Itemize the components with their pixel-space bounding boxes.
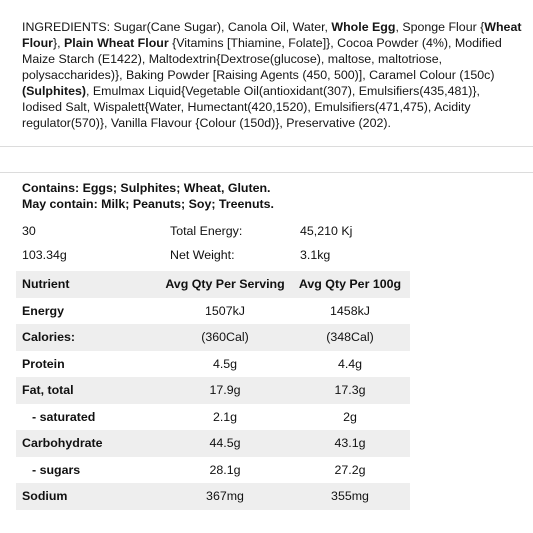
nutrition-row [16,457,410,484]
nutrient-name: Sodium [16,483,160,510]
per-100g-value: 17.3g [290,377,410,404]
per-100g-value: 1458kJ [330,303,370,318]
may-contain-statement: May contain: Milk; Peanuts; Soy; Treenuts. [22,197,274,211]
per-serving-value: 4.5g [212,356,238,371]
contains-statement: Contains: Eggs; Sulphites; Wheat, Gluten. [22,181,271,195]
nutrient-name: Energy [22,303,65,318]
header-per-100g: Avg Qty Per 100g [290,271,410,298]
nutrition-row [16,404,410,431]
servings-value: 30 [22,224,36,238]
per-serving-value: 1507kJ [205,303,245,318]
ingredient-text-run: , Emulmax Liquid{Vegetable Oil(antioxidant(307), Emulsifiers(435,481)}, Iodised Salt, Wispalett{Water, Humectant(420,1520), Emulsifiers(471,475), Acidity regulator(570)}, Vanilla Flavour {Colour (150d)}, Preservative (202). [22,84,480,130]
per-100g-value: 43.1g [290,430,410,457]
nutrition-row [16,377,410,404]
nutrition-row [16,324,410,351]
per-serving-value: 367mg [160,483,290,510]
nutrition-row [16,351,410,378]
per-serving-value: 44.5g [160,430,290,457]
nutrition-row [16,483,410,510]
ingredients-text [22,19,522,131]
per-100g-value: 4.4g [337,356,363,371]
ingredient-allergen-bold: Wheat Flour [22,20,522,50]
net-weight-value: 3.1kg [300,248,331,262]
per-100g-value: 355mg [290,483,410,510]
net-weight-label: Net Weight: [170,248,235,262]
header-nutrient: Nutrient [16,271,160,298]
ingredient-text-run: {Vitamins [Thiamine, Folate]}, Cocoa Powder (4%), Modified Maize Starch (E1422), Maltodextrin{Dextrose(glucose), maltose, maltotriose, polysaccharides)}, Baking Powder [Raising Agents (450, 500)], Caramel Colour (150c) [22,36,502,82]
nutrient-name: Fat, total [16,377,160,404]
per-serving-value: 17.9g [160,377,290,404]
nutrition-row [16,430,410,457]
ingredient-allergen-bold: Whole Egg [331,20,396,34]
ingredient-allergen-bold: Plain Wheat Flour [64,36,169,50]
serving-size-value: 103.34g [22,248,67,262]
ingredient-allergen-bold: (Sulphites) [22,84,87,98]
per-serving-value: (360Cal) [160,324,290,351]
per-100g-value: (348Cal) [290,324,410,351]
divider [0,172,533,173]
nutrition-row [16,298,410,325]
ingredient-text-run: INGREDIENTS: Sugar(Cane Sugar), Canola Oil, Water, [22,20,332,34]
nutrient-name: - saturated [32,409,96,424]
nutrition-header-row [16,271,410,298]
ingredient-text-run: , Sponge Flour { [395,20,485,34]
per-serving-value: 2.1g [212,409,238,424]
total-energy-value: 45,210 Kj [300,224,353,238]
nutrient-name: Protein [22,356,65,371]
total-energy-label: Total Energy: [170,224,243,238]
header-per-serving: Avg Qty Per Serving [160,271,290,298]
nutrition-table [16,271,410,510]
nutrient-name: Carbohydrate [16,430,160,457]
allergen-statement [22,180,274,212]
divider [0,146,533,147]
nutrient-name: Calories: [16,324,160,351]
nutrient-name: - sugars [32,462,81,477]
ingredient-text-run: }, [52,36,65,50]
per-serving-value: 28.1g [209,462,241,477]
per-100g-value: 2g [343,409,357,424]
per-100g-value: 27.2g [334,462,366,477]
